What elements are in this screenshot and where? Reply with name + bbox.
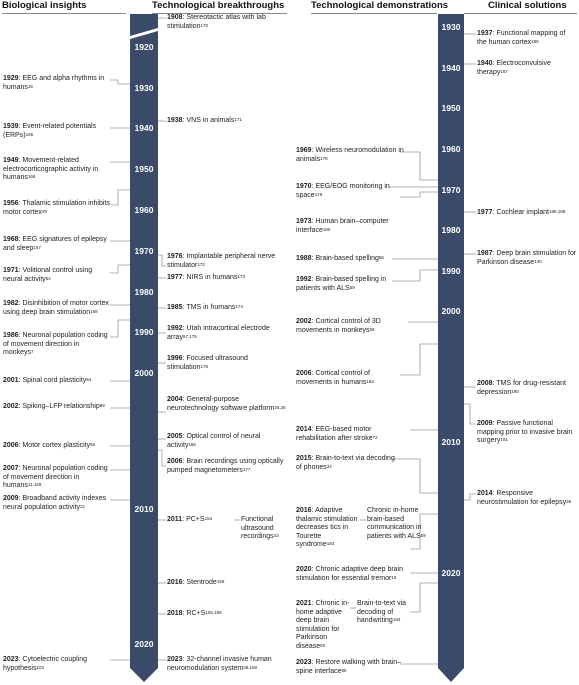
tech-event: 2016: Stentrode$^{159}$ xyxy=(167,579,225,586)
clin-event: 2008: TMS for drug-resistant depression$^{190}$ xyxy=(477,380,566,396)
demo-event: 2023: Restore walking with brain–spine interface$^{85}$ xyxy=(296,659,402,675)
left-timeline-bar xyxy=(130,14,158,682)
year-label: 1960 xyxy=(134,205,154,215)
demo-event: Chronic in-home brain-based communication in patients with ALS$^{59}$ xyxy=(367,507,426,540)
clin-event: 1977: Cochlear implant$^{188,189}$ xyxy=(477,209,566,216)
year-label: 1930 xyxy=(441,22,461,32)
demo-event: 1970: EEG/EOG monitoring in space$^{179}$ xyxy=(296,183,390,199)
demo-event: 2006: Cortical control of movements in humans$^{182}$ xyxy=(296,370,374,386)
header-technological-breakthroughs: Technological breakthroughs xyxy=(152,0,285,11)
year-label: 1960 xyxy=(441,144,461,154)
demo-event: 2014: EEG-based motor rehabilitation after stroke$^{72}$ xyxy=(296,426,378,442)
year-label: 1930 xyxy=(134,83,154,93)
year-label: 1990 xyxy=(134,327,154,337)
clin-event: 2009: Passive functional mapping prior to invasive brain surgery$^{191}$ xyxy=(477,420,573,445)
bio-event: 2007: Neuronal population coding of movement direction in humans$^{11,169}$ xyxy=(3,465,108,490)
tech-event: 1977: NIRS in humans$^{173}$ xyxy=(167,274,245,281)
year-label: 1980 xyxy=(134,287,154,297)
clin-event: 1940: Electroconvulsive therapy$^{187}$ xyxy=(477,60,551,76)
year-label: 1950 xyxy=(441,103,461,113)
bio-event: 1986: Neuronal population coding of movement direction in monkeys$^7$ xyxy=(3,332,108,357)
tech-event: 1908: Stereotactic atlas with lab stimulation$^{170}$ xyxy=(167,14,266,30)
bio-event: 2023: Cytoelectric coupling hypothesis$^{103}$ xyxy=(3,656,88,672)
year-label: 1950 xyxy=(134,164,154,174)
bio-event: 2006: Motor cortex plasticity$^{65}$ xyxy=(3,442,96,449)
demo-event: 2021: Chronic in-home adaptive deep brain stimulation for Parkinson disease$^{60}$ xyxy=(296,600,350,650)
demo-event: 1988: Brain-based spelling$^{56}$ xyxy=(296,255,384,262)
tech-event: 1985: TMS in humans$^{174}$ xyxy=(167,304,243,311)
bio-event: 2001: Spinal cord plasticity$^{64}$ xyxy=(3,377,92,384)
tech-event: 2004: General-purpose neurotechnology software platform$^{25,26}$ xyxy=(167,396,286,412)
year-label: 1920 xyxy=(134,42,154,52)
bio-event: 1968: EEG signatures of epilepsy and sleep$^{167}$ xyxy=(3,236,107,252)
demo-event: 2020: Chronic adaptive deep brain stimulation for essential tremor$^{19}$ xyxy=(296,566,404,582)
bio-event: 1929: EEG and alpha rhythms in humans$^{15}$ xyxy=(3,75,105,91)
header-clinical-solutions: Clinical solutions xyxy=(488,0,567,11)
tech-event: 1996: Focused ultrasound stimulation$^{176}$ xyxy=(167,355,248,371)
tech-event: 1938: VNS in animals$^{171}$ xyxy=(167,117,242,124)
tech-event: 1992: Utah intracortical electrode array$^{67,175}$ xyxy=(167,325,270,341)
demo-event: 1969: Wireless neuromodulation in animals$^{178}$ xyxy=(296,147,404,163)
year-label: 1970 xyxy=(134,246,154,256)
demo-event: 1973: Human brain–computer interface$^{180}$ xyxy=(296,218,389,234)
demo-event: 2015: Brain-to-text via decoding of phones$^{34}$ xyxy=(296,455,395,471)
year-label: 2010 xyxy=(441,437,461,447)
tech-event: 2018: $RC+S^{155,156}$ xyxy=(167,610,222,617)
year-label: 2020 xyxy=(441,568,461,578)
year-label: 1980 xyxy=(441,225,461,235)
bio-event: 2009: Broadband activity indexes neural population activity$^{21}$ xyxy=(3,495,107,511)
bio-event: 1939: Event-related potentials (ERPs)$^{165}$ xyxy=(3,123,97,139)
clin-event: 2014: Responsive neurostimulation for epilepsy$^{36}$ xyxy=(477,490,572,506)
demo-event: Brain-to-text via decoding of handwriting$^{184}$ xyxy=(357,600,407,625)
tech-event: Functional ultrasound recordings$^{43}$ xyxy=(241,516,279,541)
year-label: 2000 xyxy=(134,368,154,378)
year-label: 2020 xyxy=(134,639,154,649)
header-biological-insights: Biological insights xyxy=(2,0,87,11)
bio-event: 2002: Spiking–LFP relationship$^{98}$ xyxy=(3,403,105,410)
year-label: 1940 xyxy=(441,63,461,73)
year-label: 1970 xyxy=(441,185,461,195)
tech-event: 2006: Brain recordings using optically pumped magnetometers$^{177}$ xyxy=(167,458,284,474)
demo-event: 1992: Brain-based spelling in patients with ALS$^{59}$ xyxy=(296,276,387,292)
tech-event: 2011: $PC+S^{154}$ xyxy=(167,516,213,523)
year-label: 2010 xyxy=(134,504,154,514)
demo-event: 2016: Adaptive thalamic stimulation decreases tics in Tourette syndrome$^{183}$ xyxy=(296,507,358,549)
bio-event: 1982: Disinhibition of motor cortex using deep brain stimulation$^{168}$ xyxy=(3,300,109,316)
tech-event: 1976: Implantable peripheral nerve stimulator$^{172}$ xyxy=(167,253,276,269)
right-timeline-bar xyxy=(438,14,464,682)
bio-event: 1956: Thalamic stimulation inhibits motor cortex$^{49}$ xyxy=(3,200,110,216)
tech-event: 2023: 32-channel invasive human neuromodulation system$^{38,158}$ xyxy=(167,656,272,672)
connector-lines xyxy=(110,18,476,664)
year-label: 1990 xyxy=(441,266,461,276)
bio-event: 1971: Volitional control using neural activity$^{54}$ xyxy=(3,267,93,283)
bio-event: 1949: Movement-related electrocorticographic activity in humans$^{166}$ xyxy=(3,157,99,182)
year-label: 2000 xyxy=(441,306,461,316)
year-label: 1940 xyxy=(134,123,154,133)
demo-event: 2002: Cortical control of 3D movements in monkeys$^{58}$ xyxy=(296,318,381,334)
clin-event: 1987: Deep brain stimulation for Parkinson disease$^{130}$ xyxy=(477,250,577,266)
tech-event: 2005: Optical control of neural activity$^{156}$ xyxy=(167,433,261,449)
clin-event: 1937: Functional mapping of the human cortex$^{185}$ xyxy=(477,30,566,46)
header-technological-demonstrations: Technological demonstrations xyxy=(311,0,449,11)
